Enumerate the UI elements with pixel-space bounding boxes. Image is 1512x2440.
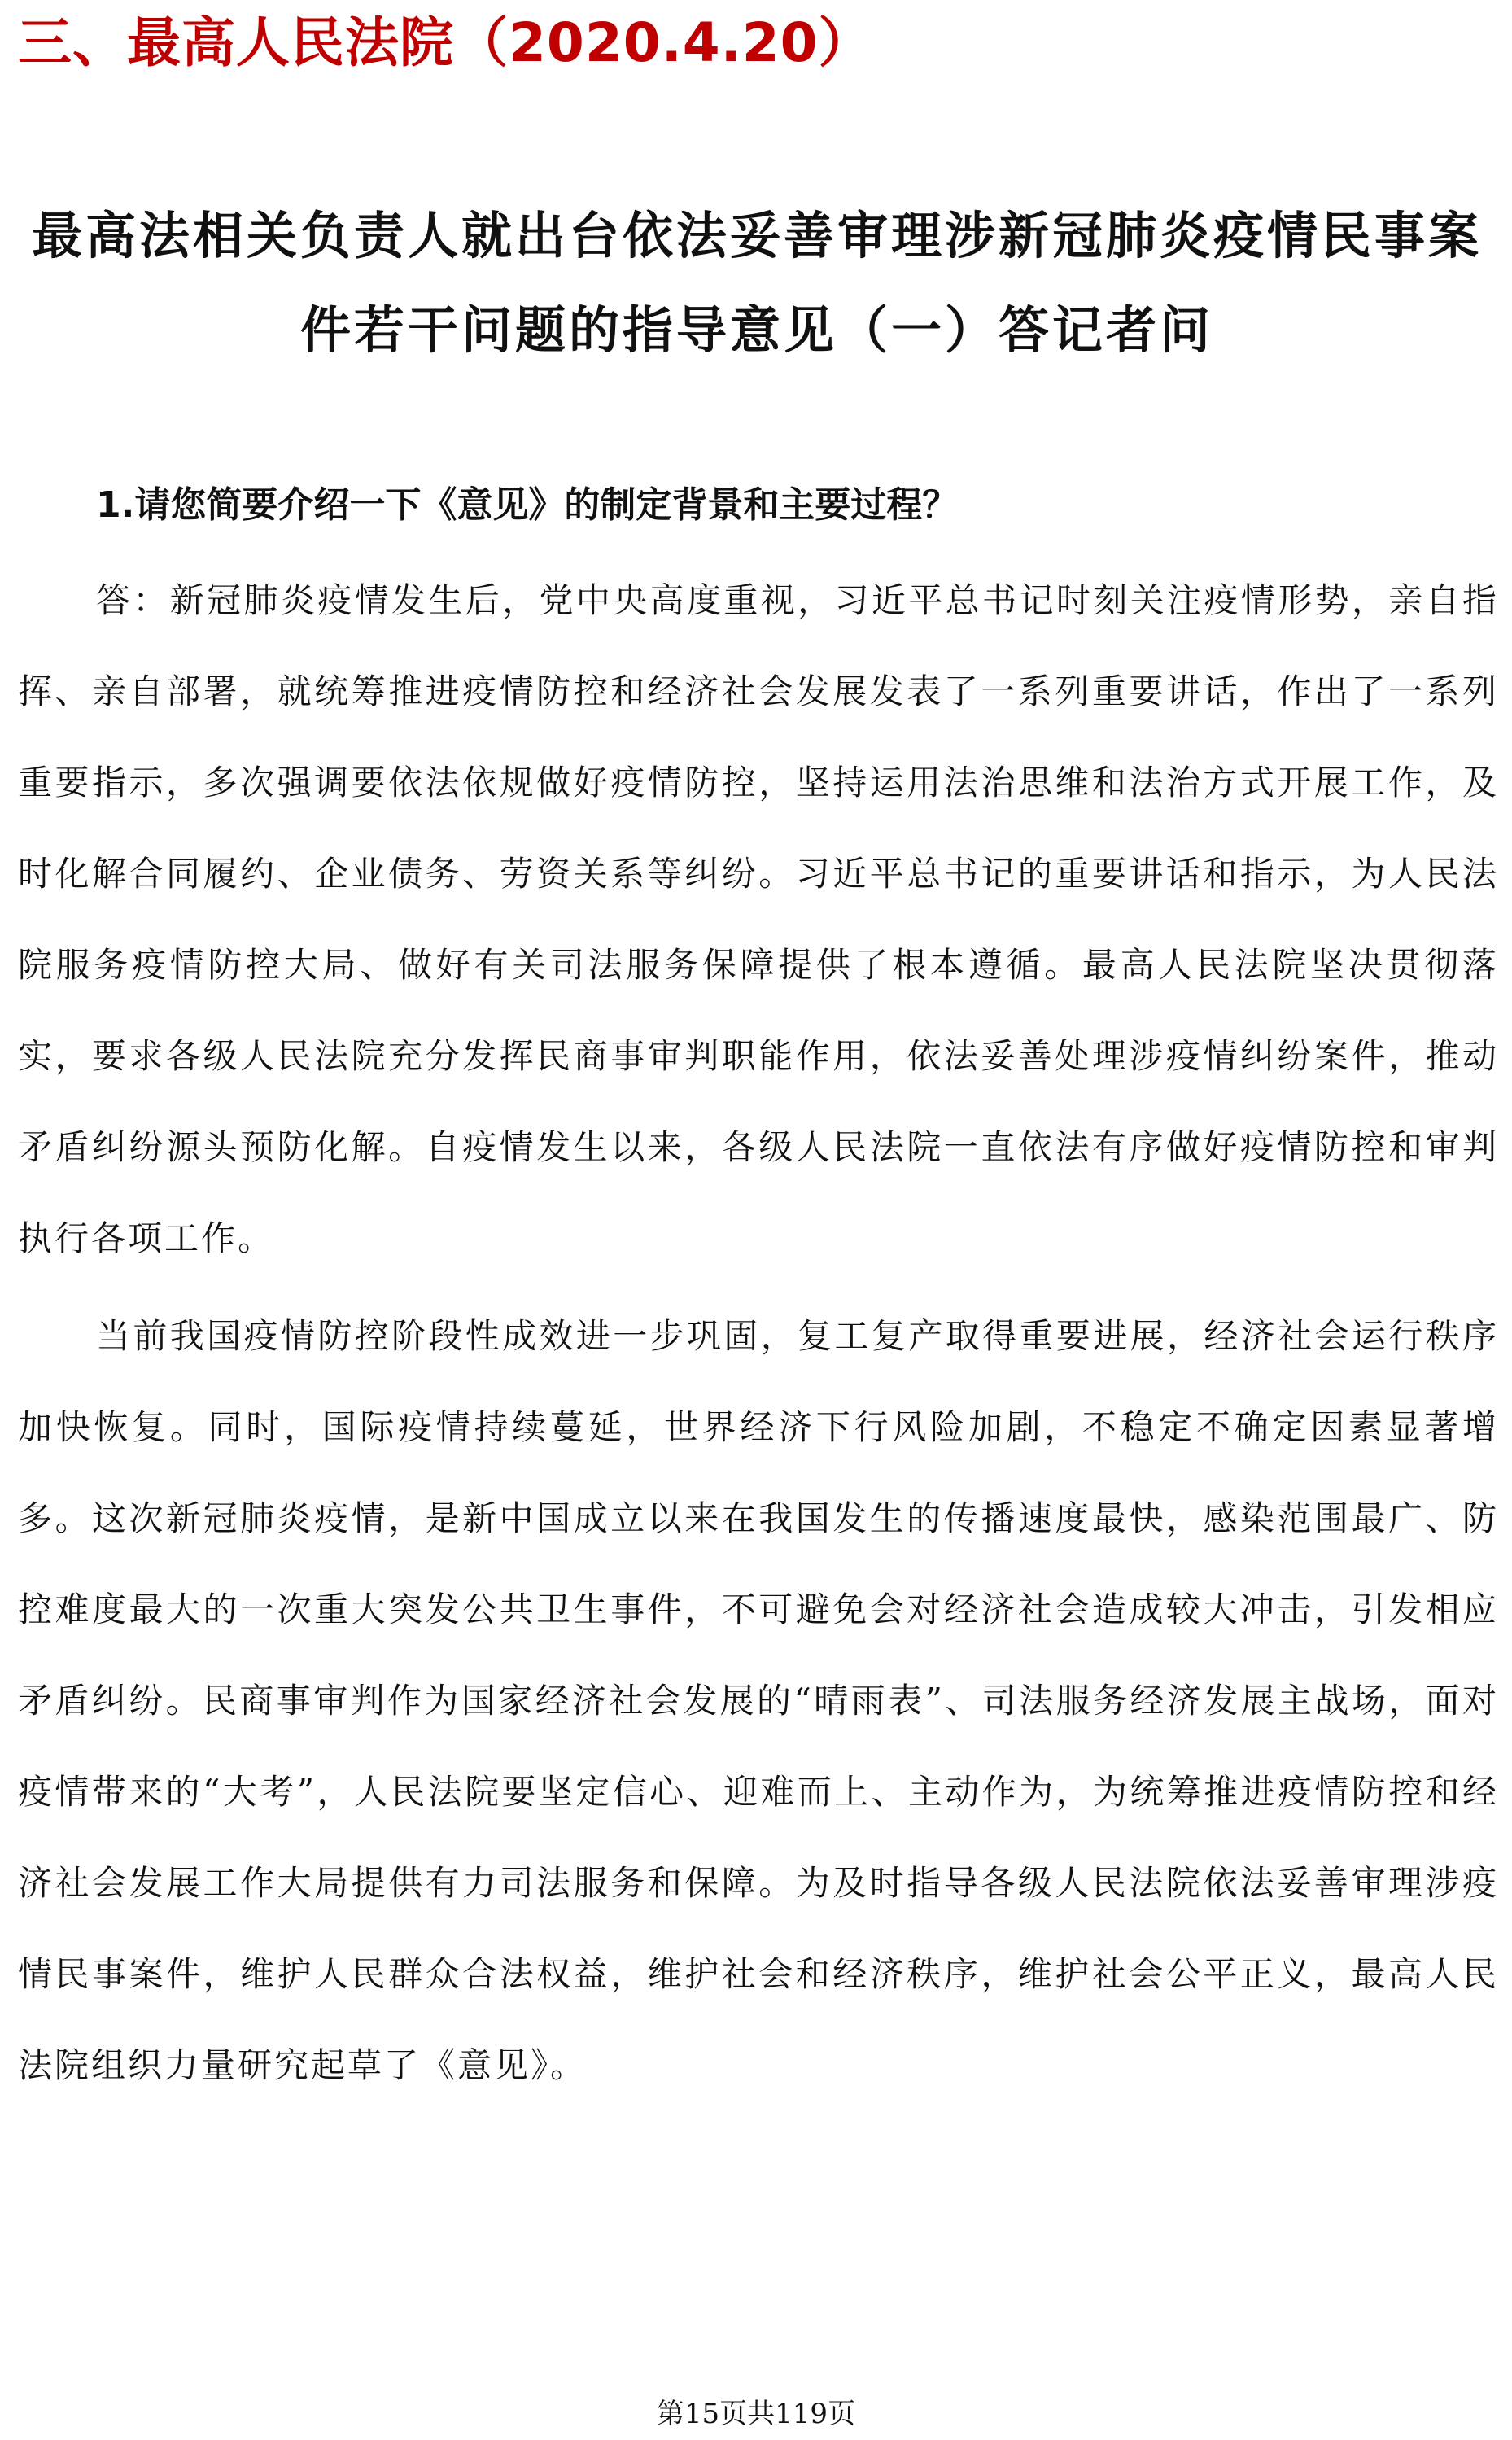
document-title: 最高法相关负责人就出台依法妥善审理涉新冠肺炎疫情民事案件若干问题的指导意见（一）答记者问	[31, 206, 1482, 360]
body-paragraph-1: 答：新冠肺炎疫情发生后，党中央高度重视，习近平总书记时刻关注疫情形势，亲自指挥、亲自部署，就统筹推进疫情防控和经济社会发展发表了一系列重要讲话，作出了一系列重要指示，多次强调要依法依规做好疫情防控，坚持运用法治思维和法治方式开展工作，及时化解合同履约、企业债务、劳资关系等纠纷。习近平总书记的重要讲话和指示，为人民法院服务疫情防控大局、做好有关司法服务保障提供了根本遵循。最高人民法院坚决贯彻落实，要求各级人民法院充分发挥民商事审判职能作用，依法妥善处理涉疫情纠纷案件，推动矛盾纠纷源头预防化解。自疫情发生以来，各级人民法院一直依法有序做好疫情防控和审判执行各项工作。	[18, 580, 1499, 1258]
page-number-footer: 第15页共119页	[656, 2398, 856, 2430]
question-heading: 1.请您简要介绍一下《意见》的制定背景和主要过程？	[96, 484, 959, 526]
section-heading: 三、最高人民法院（2020.4.20）	[18, 11, 873, 74]
body-paragraph-2: 当前我国疫情防控阶段性成效进一步巩固，复工复产取得重要进展，经济社会运行秩序加快恢复。同时，国际疫情持续蔓延，世界经济下行风险加剧，不稳定不确定因素显著增多。这次新冠肺炎疫情，是新中国成立以来在我国发生的传播速度最快，感染范围最广、防控难度最大的一次重大突发公共卫生事件，不可避免会对经济社会造成较大冲击，引发相应矛盾纠纷。民商事审判作为国家经济社会发展的“晴雨表”、司法服务经济发展主战场，面对疫情带来的“大考”，人民法院要坚定信心、迎难而上、主动作为，为统筹推进疫情防控和经济社会发展工作大局提供有力司法服务和保障。为及时指导各级人民法院依法妥善审理涉疫情民事案件，维护人民群众合法权益，维护社会和经济秩序，维护社会公平正义，最高人民法院组织力量研究起草了《意见》。	[18, 1316, 1499, 2085]
